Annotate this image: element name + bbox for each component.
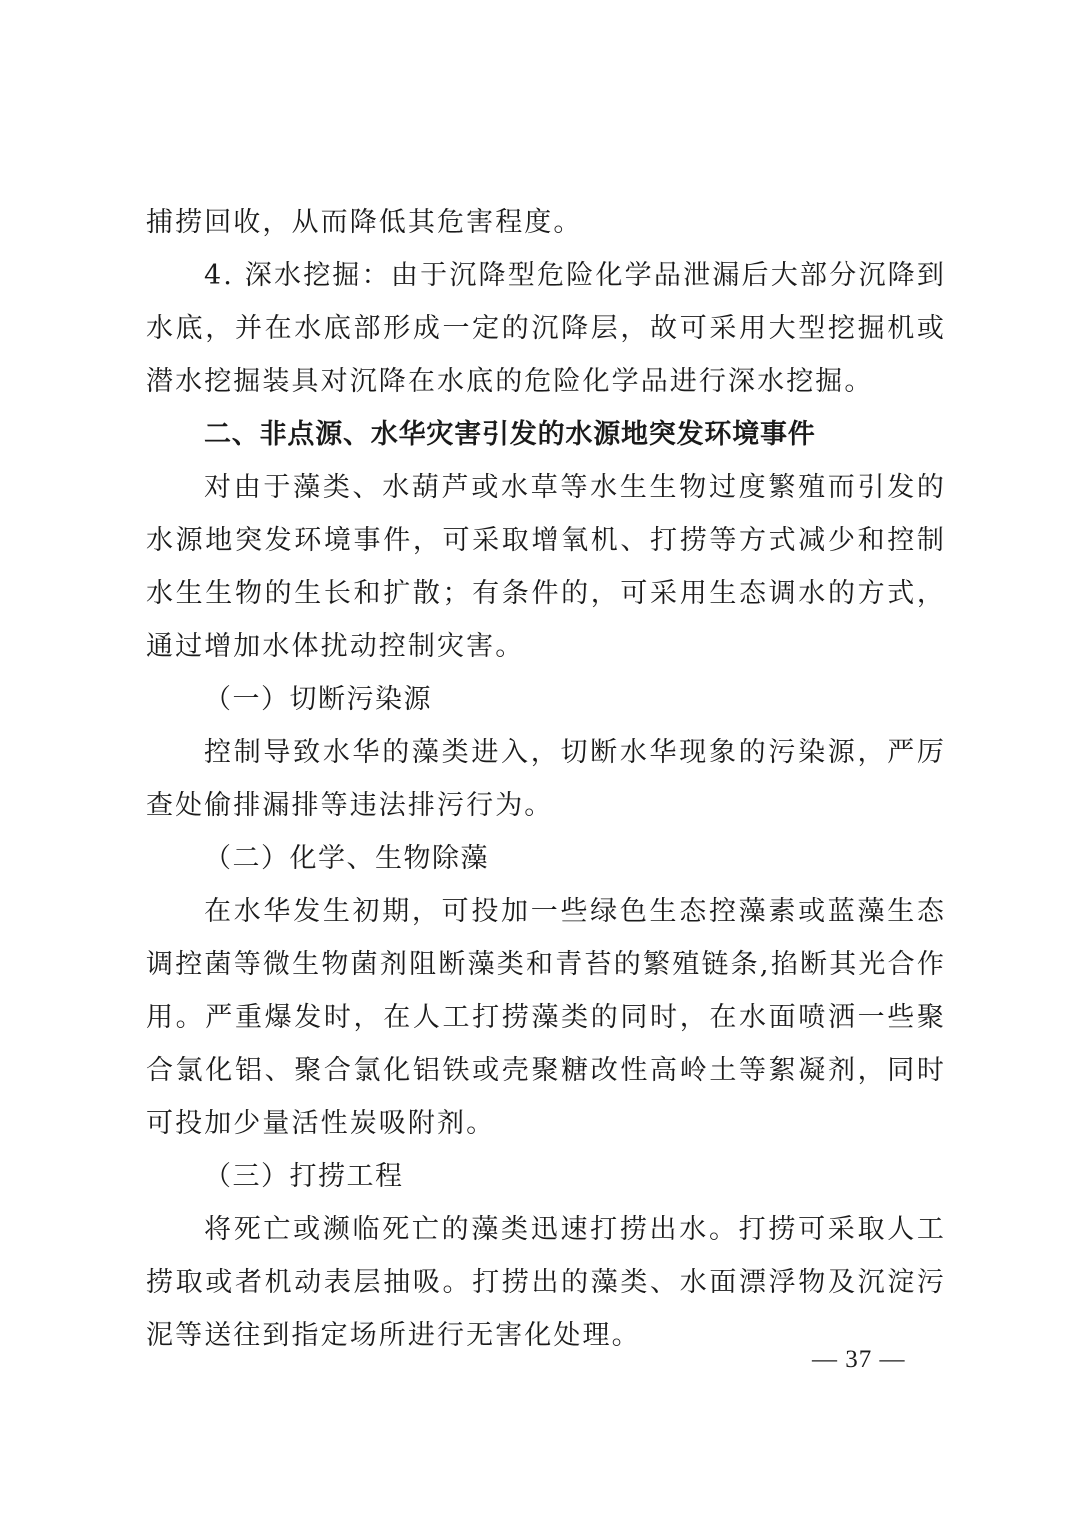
paragraph-salvage-engineering: 将死亡或濒临死亡的藻类迅速打捞出水。打捞可采取人工捞取或者机动表层抽吸。打捞出的藻类、水面漂浮物及沉淀污泥等送往到指定场所进行无害化处理。 [146,1214,946,1351]
subheading-salvage-engineering: （三）打捞工程 [204,1161,404,1192]
section-heading-non-point-source: 二、非点源、水华灾害引发的水源地突发环境事件 [204,419,816,450]
paragraph-cut-pollution-source: 控制导致水华的藻类进入，切断水华现象的污染源，严厉查处偷排漏排等违法排污行为。 [146,737,946,821]
subheading-cut-pollution-source: （一）切断污染源 [204,684,432,715]
paragraph-deep-water-excavation: 4. 深水挖掘：由于沉降型危险化学品泄漏后大部分沉降到水底，并在水底部形成一定的沉降层，故可采用大型挖掘机或潜水挖掘装具对沉降在水底的危险化学品进行深水挖掘。 [146,260,946,397]
page-number: — 37 — [812,1346,906,1373]
subheading-chemical-biological-algae-removal: （二）化学、生物除藻 [204,843,489,874]
page-body [146,196,946,1362]
paragraph-chemical-biological-algae-removal: 在水华发生初期，可投加一些绿色生态控藻素或蓝藻生态调控菌等微生物菌剂阻断藻类和青苔的繁殖链条,掐断其光合作用。严重爆发时，在人工打捞藻类的同时，在水面喷洒一些聚合氯化铝、聚合氯化铝铁或壳聚糖改性高岭土等絮凝剂，同时可投加少量活性炭吸附剂。 [146,896,946,1139]
paragraph-continuation: 捕捞回收，从而降低其危害程度。 [146,207,583,238]
paragraph-algae-overview: 对由于藻类、水葫芦或水草等水生生物过度繁殖而引发的水源地突发环境事件，可采取增氧机、打捞等方式减少和控制水生生物的生长和扩散；有条件的，可采用生态调水的方式，通过增加水体扰动控制灾害。 [146,472,946,662]
